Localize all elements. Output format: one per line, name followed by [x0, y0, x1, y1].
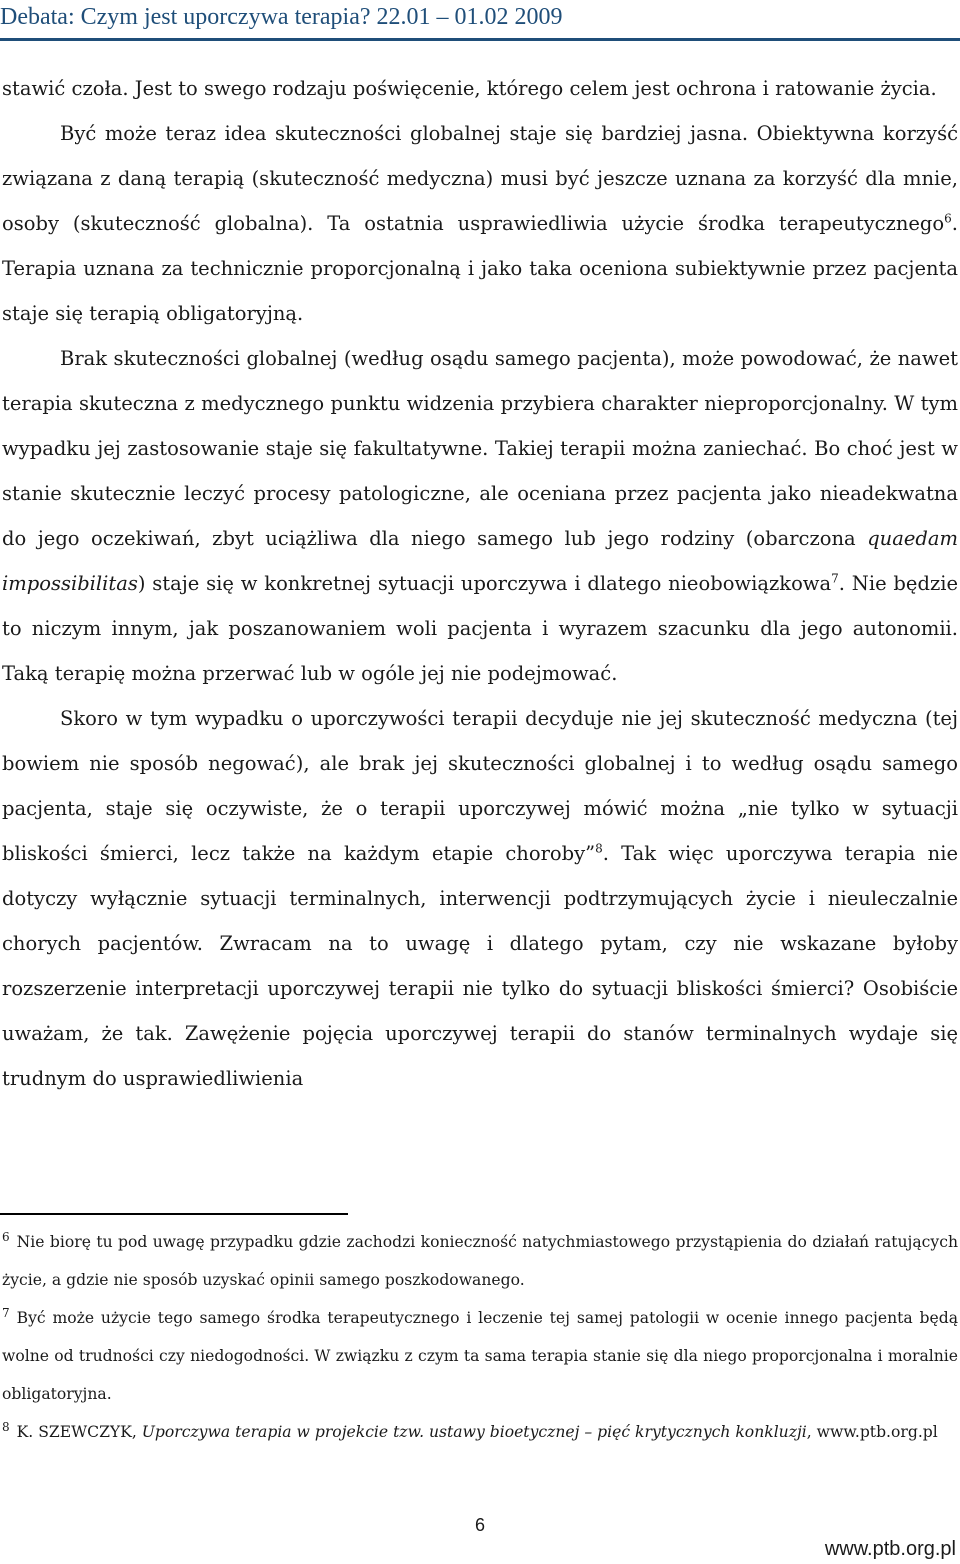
footnote-8: [2, 1413, 958, 1451]
footer-url[interactable]: www.ptb.org.pl: [824, 1538, 956, 1560]
footnote-6-text: Nie biorę tu pod uwagę przypadku gdzie zachodzi konieczność natychmiastowego przystąpienia do działań ratujących życie, a gdzie nie sposób uzyskać opinii samego poszkodowanego.: [2, 1233, 958, 1289]
footnote-ref-6[interactable]: 6: [944, 211, 952, 226]
paragraph-4-text-a: Skoro w tym wypadku o uporczywości terapii decyduje nie jej skuteczność medyczna (tej bowiem nie sposób negować), ale brak jej skuteczności globalnej i to według osądu samego pacjenta, staje się oczywiste, że o terapii uporczywej mówić można „nie tylko w sytuacji bliskości śmierci, lecz także na każdym etapie choroby”: [2, 707, 958, 865]
paragraph-3: [2, 336, 958, 696]
footnote-8-source: , www.ptb.org.pl: [806, 1423, 938, 1441]
footnote-7-text: Być może użycie tego samego środka terapeutycznego i leczenie tej samej patologii w ocenie innego pacjenta będą wolne od trudności czy niedogodności. W związku z czym ta sama terapia stanie się dla niego proporcjonalna i moralnie obligatoryjna.: [2, 1309, 958, 1403]
footnote-ref-7[interactable]: 7: [831, 571, 839, 586]
footnote-7: [2, 1299, 958, 1413]
footnote-8-title: Uporczywa terapia w projekcie tzw. ustawy bioetycznej – pięć krytycznych konkluzji: [141, 1423, 807, 1441]
footnote-6-mark: 6: [2, 1229, 10, 1244]
footnote-6: [2, 1223, 958, 1299]
footnote-7-mark: 7: [2, 1305, 10, 1320]
footnote-8-mark: 8: [2, 1419, 10, 1434]
paragraph-2-text-a: Być może teraz idea skuteczności globalnej staje się bardziej jasna. Obiektywna korzyść związana z daną terapią (skuteczność medyczna) musi być jeszcze uznana za korzyść dla mnie, osoby (skuteczność globalna). Ta ostatnia usprawiedliwia użycie środka terapeutycznego: [2, 122, 958, 235]
header-rule: [0, 38, 960, 41]
footnotes: [2, 1223, 958, 1451]
paragraph-3-text-a: Brak skuteczności globalnej (według osądu samego pacjenta), może powodować, że nawet terapia skuteczna z medycznego punktu widzenia przybiera charakter nieproporcjonalny. W tym wypadku jej zastosowanie staje się fakultatywne. Takiej terapii można zaniechać. Bo choć jest w stanie skutecznie leczyć procesy patologiczne, ale oceniana przez pacjenta jako nieadekwatna do jego oczekiwań, zbyt uciążliwa dla niego samego lub jego rodziny (obarczona: [2, 347, 958, 550]
latin-phrase: quaedam impossibilitas: [2, 527, 958, 595]
paragraph-3-text-b: ) staje się w konkretnej sytuacji uporczywa i dlatego nieobowiązkowa: [137, 572, 832, 595]
footnote-ref-8[interactable]: 8: [595, 841, 603, 856]
main-body: [2, 66, 958, 1101]
paragraph-2-text-b: . Terapia uznana za technicznie proporcjonalną i jako taka oceniona subiektywnie przez pacjenta staje się terapią obligatoryjną.: [2, 212, 958, 325]
page-number: 6: [474, 1515, 485, 1535]
paragraph-1-text: stawić czoła. Jest to swego rodzaju poświęcenie, którego celem jest ochrona i ratowanie życia.: [2, 77, 937, 100]
paragraph-4-text-b: . Tak więc uporczywa terapia nie dotyczy wyłącznie sytuacji terminalnych, interwencji podtrzymujących życie i nieuleczalnie chorych pacjentów. Zwracam na to uwagę i dlatego pytam, czy nie wskazane byłoby rozszerzenie interpretacji uporczywej terapii nie tylko do sytuacji bliskości śmierci? Osobiście uważam, że tak. Zawężenie pojęcia uporczywej terapii do stanów terminalnych wydaje się trudnym do usprawiedliwienia: [2, 842, 958, 1090]
paragraph-1: [2, 66, 958, 111]
paragraph-2: [2, 111, 958, 336]
footnote-8-author: K. SZEWCZYK,: [16, 1423, 142, 1441]
paragraph-4: [2, 696, 958, 1101]
header-title: Debata: Czym jest uporczywa terapia? 22.01 – 01.02 2009: [0, 4, 563, 30]
footnote-separator: [0, 1213, 348, 1215]
paragraph-3-text-c: . Nie będzie to niczym innym, jak poszanowaniem woli pacjenta i wyrazem szacunku dla jego autonomii. Taką terapię można przerwać lub w ogóle jej nie podejmować.: [2, 572, 958, 685]
